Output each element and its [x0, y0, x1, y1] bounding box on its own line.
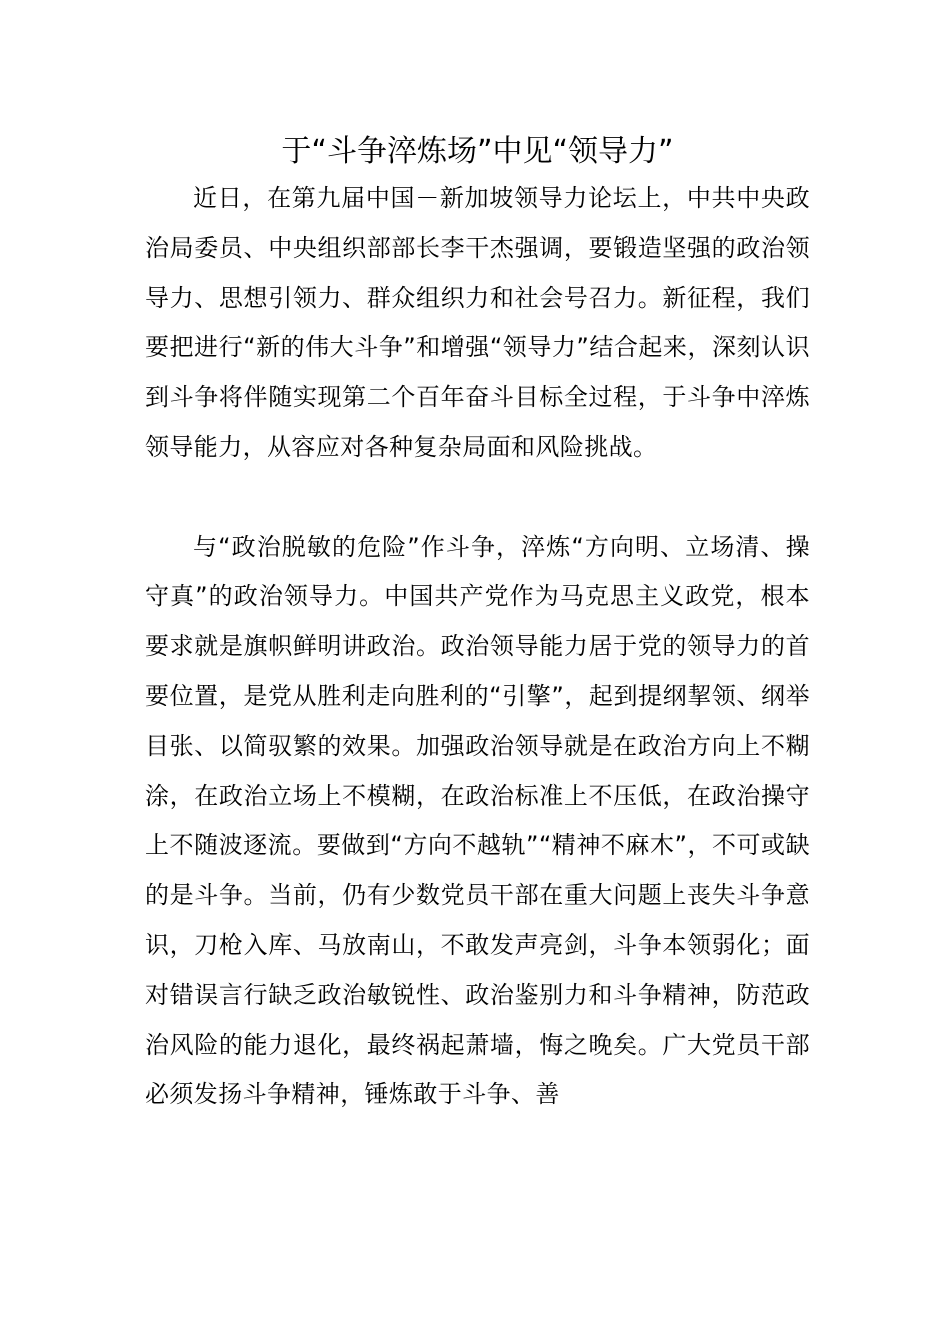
document-page: [145, 130, 810, 1120]
document-title: 于“斗争淬炼场”中见“领导力”: [281, 134, 674, 169]
paragraph-political-leadership: 与“政治脱敏的危险”作斗争，淬炼“方向明、立场清、操守真”的政治领导力。中国共产党作为马克思主义政党，根本要求就是旗帜鲜明讲政治。政治领导能力居于党的领导力的首要位置，是党从胜利走向胜利的“引擎”，起到提纲挈领、纲举目张、以简驭繁的效果。加强政治领导就是在政治方向上不糊涂，在政治立场上不模糊，在政治标准上不压低，在政治操守上不随波逐流。要做到“方向不越轨”“精神不麻木”，不可或缺的是斗争。当前，仍有少数党员干部在重大问题上丧失斗争意识，刀枪入库、马放南山，不敢发声亮剑，斗争本领弱化；面对错误言行缺乏政治敏锐性、政治鉴别力和斗争精神，防范政治风险的能力退化，最终祸起萧墙，悔之晚矣。广大党员干部必须发扬斗争精神，锤炼敢于斗争、善: [145, 532, 810, 1109]
paragraph-intro: 近日，在第九届中国－新加坡领导力论坛上，中共中央政治局委员、中央组织部部长李干杰强调，要锻造坚强的政治领导力、思想引领力、群众组织力和社会号召力。新征程，我们要把进行“新的伟大斗争”和增强“领导力”结合起来，深刻认识到斗争将伴随实现第二个百年奋斗目标全过程，于斗争中淬炼领导能力，从容应对各种复杂局面和风险挑战。: [145, 184, 810, 461]
